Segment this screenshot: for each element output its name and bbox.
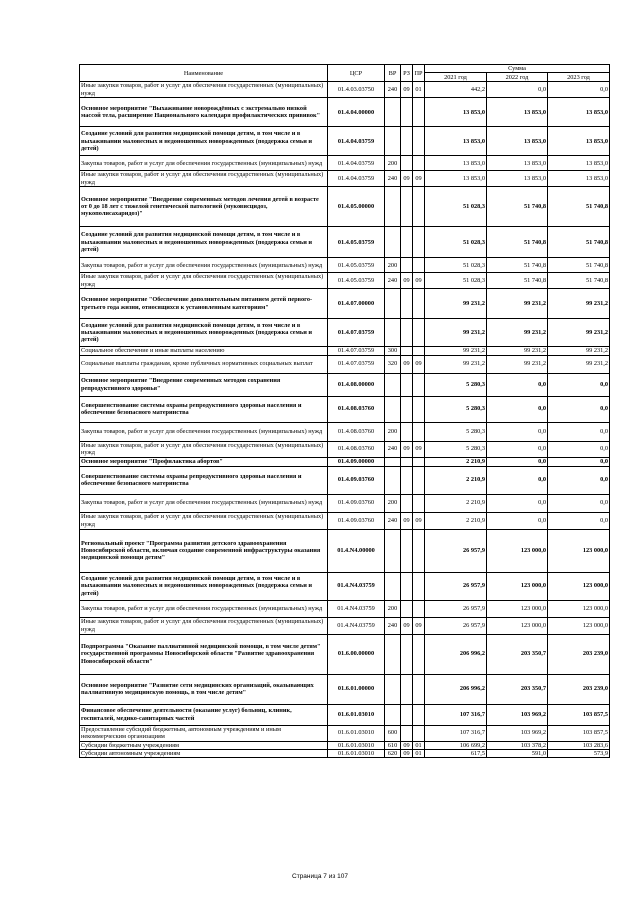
row-pr bbox=[413, 704, 425, 725]
row-amount-2023: 13 853,0 bbox=[548, 127, 610, 156]
row-amount-2023: 51 740,8 bbox=[548, 187, 610, 227]
row-rz bbox=[401, 319, 413, 347]
row-amount-2022: 123 000,0 bbox=[487, 529, 548, 572]
row-amount-2023: 0,0 bbox=[548, 457, 610, 466]
row-amount-2023: 0,0 bbox=[548, 512, 610, 529]
row-name: Региональный проект "Программа развития детского здравоохранения Новосибирской области, включая создание современной инфраструктуры оказания медицинской помощи детям" bbox=[80, 529, 328, 572]
table-row bbox=[80, 457, 610, 466]
row-vr: 240 bbox=[385, 82, 401, 98]
row-pr bbox=[413, 466, 425, 494]
row-amount-2021: 99 231,2 bbox=[425, 319, 487, 347]
row-amount-2022: 51 740,8 bbox=[487, 258, 548, 273]
row-amount-2022: 123 000,0 bbox=[487, 617, 548, 634]
row-pr bbox=[413, 572, 425, 600]
row-amount-2023: 51 740,8 bbox=[548, 227, 610, 258]
row-amount-2023: 51 740,8 bbox=[548, 273, 610, 289]
row-pr: 09 bbox=[413, 355, 425, 373]
row-amount-2022: 103 969,2 bbox=[487, 704, 548, 725]
row-rz: 09 bbox=[401, 617, 413, 634]
row-vr bbox=[385, 674, 401, 704]
row-amount-2023: 13 853,0 bbox=[548, 156, 610, 171]
row-amount-2021: 13 853,0 bbox=[425, 127, 487, 156]
row-name: Субсидии автономным учреждениям bbox=[80, 750, 328, 758]
row-csr: 01.4.05.03759 bbox=[328, 273, 385, 289]
table-row bbox=[80, 127, 610, 156]
header-year-2021: 2021 год bbox=[425, 73, 487, 82]
row-csr: 01.6.01.00000 bbox=[328, 674, 385, 704]
row-csr: 01.6.01.03010 bbox=[328, 741, 385, 749]
row-vr: 240 bbox=[385, 171, 401, 187]
row-amount-2022: 103 969,2 bbox=[487, 725, 548, 741]
row-amount-2023: 13 853,0 bbox=[548, 98, 610, 127]
row-csr: 01.4.N4.00000 bbox=[328, 529, 385, 572]
row-amount-2021: 2 210,9 bbox=[425, 457, 487, 466]
row-amount-2023: 103 857,5 bbox=[548, 725, 610, 741]
header-year-2023: 2023 год bbox=[548, 73, 610, 82]
row-csr: 01.4.08.03760 bbox=[328, 422, 385, 441]
row-rz: 09 bbox=[401, 750, 413, 758]
row-vr bbox=[385, 396, 401, 422]
table-row bbox=[80, 171, 610, 187]
row-pr bbox=[413, 289, 425, 319]
row-vr: 320 bbox=[385, 355, 401, 373]
row-rz bbox=[401, 396, 413, 422]
row-pr: 09 bbox=[413, 171, 425, 187]
table-row bbox=[80, 373, 610, 396]
row-vr: 240 bbox=[385, 441, 401, 457]
row-csr: 01.4.08.03760 bbox=[328, 441, 385, 457]
table-row bbox=[80, 750, 610, 758]
row-amount-2023: 103 283,6 bbox=[548, 741, 610, 749]
row-amount-2022: 13 853,0 bbox=[487, 98, 548, 127]
row-amount-2022: 0,0 bbox=[487, 466, 548, 494]
row-pr: 09 bbox=[413, 617, 425, 634]
row-rz: 09 bbox=[401, 741, 413, 749]
table-row bbox=[80, 725, 610, 741]
row-vr bbox=[385, 704, 401, 725]
table-row bbox=[80, 634, 610, 674]
row-name: Основное мероприятие "Выхаживание новорождённых с экстремально низкой массой тела, расширение Национального календаря профилактических прививок" bbox=[80, 98, 328, 127]
row-amount-2021: 5 280,3 bbox=[425, 373, 487, 396]
row-amount-2021: 51 028,3 bbox=[425, 227, 487, 258]
row-name: Иные закупки товаров, работ и услуг для обеспечения государственных (муниципальных) нужд bbox=[80, 82, 328, 98]
row-name: Создание условий для развития медицинской помощи детям, в том числе и в выхаживании маловесных и недоношенных новорожденных (поддержка семьи и детей) bbox=[80, 572, 328, 600]
row-amount-2023: 0,0 bbox=[548, 441, 610, 457]
row-amount-2023: 13 853,0 bbox=[548, 171, 610, 187]
row-amount-2021: 206 996,2 bbox=[425, 674, 487, 704]
header-rz: РЗ bbox=[401, 65, 413, 82]
row-amount-2021: 26 957,9 bbox=[425, 617, 487, 634]
row-rz bbox=[401, 466, 413, 494]
row-pr bbox=[413, 494, 425, 512]
row-amount-2022: 99 231,2 bbox=[487, 289, 548, 319]
row-amount-2021: 617,5 bbox=[425, 750, 487, 758]
table-row bbox=[80, 529, 610, 572]
row-rz: 09 bbox=[401, 441, 413, 457]
row-amount-2022: 203 350,7 bbox=[487, 634, 548, 674]
page-number: Страница 7 из 107 bbox=[292, 873, 348, 880]
row-amount-2023: 0,0 bbox=[548, 494, 610, 512]
row-rz bbox=[401, 674, 413, 704]
row-name: Закупка товаров, работ и услуг для обеспечения государственных (муниципальных) нужд bbox=[80, 494, 328, 512]
row-amount-2021: 2 210,9 bbox=[425, 512, 487, 529]
row-vr bbox=[385, 466, 401, 494]
row-csr: 01.4.05.00000 bbox=[328, 187, 385, 227]
row-amount-2022: 51 740,8 bbox=[487, 187, 548, 227]
row-csr: 01.4.04.03759 bbox=[328, 171, 385, 187]
row-amount-2022: 13 853,0 bbox=[487, 127, 548, 156]
row-amount-2022: 99 231,2 bbox=[487, 319, 548, 347]
row-name: Субсидии бюджетным учреждениям bbox=[80, 741, 328, 749]
table-row bbox=[80, 187, 610, 227]
row-amount-2023: 103 857,5 bbox=[548, 704, 610, 725]
row-name: Иные закупки товаров, работ и услуг для обеспечения государственных (муниципальных) нужд bbox=[80, 273, 328, 289]
row-pr bbox=[413, 396, 425, 422]
header-pr: ПР bbox=[413, 65, 425, 82]
row-rz bbox=[401, 98, 413, 127]
row-pr bbox=[413, 600, 425, 617]
row-rz bbox=[401, 347, 413, 355]
row-amount-2021: 2 210,9 bbox=[425, 494, 487, 512]
header-sum: Сумма bbox=[425, 65, 610, 73]
row-pr bbox=[413, 258, 425, 273]
row-vr: 200 bbox=[385, 422, 401, 441]
row-csr: 01.4.07.03759 bbox=[328, 355, 385, 373]
table-row bbox=[80, 98, 610, 127]
row-amount-2022: 0,0 bbox=[487, 512, 548, 529]
row-amount-2021: 206 996,2 bbox=[425, 634, 487, 674]
row-rz: 09 bbox=[401, 512, 413, 529]
row-vr: 300 bbox=[385, 347, 401, 355]
row-amount-2023: 123 000,0 bbox=[548, 572, 610, 600]
row-name: Иные закупки товаров, работ и услуг для обеспечения государственных (муниципальных) нужд bbox=[80, 171, 328, 187]
table-row bbox=[80, 422, 610, 441]
row-name: Основное мероприятие "Внедрение современных методов лечения детей в возрасте от 0 до 18 лет с тяжелой генетической патологией (муковисцидоз, мукополисахаридоз)" bbox=[80, 187, 328, 227]
row-name: Иные закупки товаров, работ и услуг для обеспечения государственных (муниципальных) нужд bbox=[80, 441, 328, 457]
row-rz bbox=[401, 457, 413, 466]
row-pr: 09 bbox=[413, 273, 425, 289]
row-name: Закупка товаров, работ и услуг для обеспечения государственных (муниципальных) нужд bbox=[80, 600, 328, 617]
row-csr: 01.6.01.03010 bbox=[328, 704, 385, 725]
table-row bbox=[80, 572, 610, 600]
row-name: Финансовое обеспечение деятельности (оказание услуг) больниц, клиник, госпиталей, медико-санитарных частей bbox=[80, 704, 328, 725]
row-name: Создание условий для развития медицинской помощи детям, в том числе и в выхаживании маловесных и недоношенных новорожденных (поддержка семьи и детей) bbox=[80, 127, 328, 156]
row-amount-2021: 13 853,0 bbox=[425, 156, 487, 171]
row-amount-2021: 5 280,3 bbox=[425, 441, 487, 457]
row-csr: 01.4.04.03759 bbox=[328, 156, 385, 171]
header-year-2022: 2022 год bbox=[487, 73, 548, 82]
table-row bbox=[80, 466, 610, 494]
row-csr: 01.4.07.03759 bbox=[328, 347, 385, 355]
table-row bbox=[80, 674, 610, 704]
row-amount-2022: 123 000,0 bbox=[487, 572, 548, 600]
row-csr: 01.4.08.00000 bbox=[328, 373, 385, 396]
row-amount-2021: 99 231,2 bbox=[425, 355, 487, 373]
row-amount-2022: 0,0 bbox=[487, 82, 548, 98]
row-amount-2023: 123 000,0 bbox=[548, 617, 610, 634]
row-rz: 09 bbox=[401, 355, 413, 373]
row-name: Создание условий для развития медицинской помощи детям, в том числе и в выхаживании маловесных и недоношенных новорожденных (поддержка семьи и детей) bbox=[80, 227, 328, 258]
row-vr bbox=[385, 187, 401, 227]
row-amount-2021: 26 957,9 bbox=[425, 572, 487, 600]
row-vr bbox=[385, 634, 401, 674]
row-name: Подпрограмма "Оказание паллиативной медицинской помощи, в том числе детям" государственной программы Новосибирской области "Развитие здравоохранения Новосибирской области" bbox=[80, 634, 328, 674]
row-amount-2023: 0,0 bbox=[548, 422, 610, 441]
row-csr: 01.4.N4.03759 bbox=[328, 617, 385, 634]
row-name: Закупка товаров, работ и услуг для обеспечения государственных (муниципальных) нужд bbox=[80, 258, 328, 273]
table-row bbox=[80, 494, 610, 512]
row-csr: 01.4.09.03760 bbox=[328, 494, 385, 512]
table-row bbox=[80, 741, 610, 749]
row-amount-2023: 99 231,2 bbox=[548, 355, 610, 373]
row-pr: 01 bbox=[413, 82, 425, 98]
budget-table bbox=[79, 64, 610, 758]
row-rz bbox=[401, 258, 413, 273]
row-rz bbox=[401, 600, 413, 617]
row-vr bbox=[385, 289, 401, 319]
row-amount-2023: 123 000,0 bbox=[548, 600, 610, 617]
table-row bbox=[80, 347, 610, 355]
row-amount-2021: 106 699,2 bbox=[425, 741, 487, 749]
row-amount-2023: 203 239,0 bbox=[548, 634, 610, 674]
row-rz bbox=[401, 187, 413, 227]
row-pr bbox=[413, 529, 425, 572]
row-vr: 240 bbox=[385, 617, 401, 634]
row-amount-2022: 13 853,0 bbox=[487, 171, 548, 187]
row-csr: 01.4.04.00000 bbox=[328, 98, 385, 127]
row-pr bbox=[413, 319, 425, 347]
row-amount-2021: 5 280,3 bbox=[425, 422, 487, 441]
row-vr bbox=[385, 529, 401, 572]
row-amount-2021: 13 853,0 bbox=[425, 171, 487, 187]
row-rz bbox=[401, 373, 413, 396]
row-amount-2022: 0,0 bbox=[487, 457, 548, 466]
row-vr bbox=[385, 457, 401, 466]
row-vr: 200 bbox=[385, 258, 401, 273]
row-name: Основное мероприятие "Развитие сети медицинских организаций, оказывающих паллиативную медицинскую помощь, в том числе детям" bbox=[80, 674, 328, 704]
row-name: Совершенствование системы охраны репродуктивного здоровья населения и обеспечение безопасного материнства bbox=[80, 396, 328, 422]
row-csr: 01.4.09.03760 bbox=[328, 512, 385, 529]
row-vr: 610 bbox=[385, 741, 401, 749]
row-csr: 01.4.03.03750 bbox=[328, 82, 385, 98]
row-pr: 09 bbox=[413, 441, 425, 457]
row-vr: 200 bbox=[385, 156, 401, 171]
row-csr: 01.4.09.03760 bbox=[328, 466, 385, 494]
table-row bbox=[80, 156, 610, 171]
row-amount-2022: 51 740,8 bbox=[487, 227, 548, 258]
header-csr: ЦСР bbox=[328, 65, 385, 82]
table-row bbox=[80, 319, 610, 347]
row-amount-2023: 0,0 bbox=[548, 466, 610, 494]
row-pr bbox=[413, 457, 425, 466]
row-name: Иные закупки товаров, работ и услуг для обеспечения государственных (муниципальных) нужд bbox=[80, 512, 328, 529]
row-amount-2022: 0,0 bbox=[487, 441, 548, 457]
row-amount-2021: 107 316,7 bbox=[425, 725, 487, 741]
row-vr bbox=[385, 319, 401, 347]
table-row bbox=[80, 617, 610, 634]
row-vr bbox=[385, 373, 401, 396]
row-amount-2023: 0,0 bbox=[548, 82, 610, 98]
row-amount-2023: 99 231,2 bbox=[548, 289, 610, 319]
row-amount-2022: 99 231,2 bbox=[487, 347, 548, 355]
row-amount-2023: 203 239,0 bbox=[548, 674, 610, 704]
row-rz bbox=[401, 572, 413, 600]
row-pr bbox=[413, 227, 425, 258]
row-name: Закупка товаров, работ и услуг для обеспечения государственных (муниципальных) нужд bbox=[80, 422, 328, 441]
table-row bbox=[80, 289, 610, 319]
row-amount-2023: 99 231,2 bbox=[548, 319, 610, 347]
row-pr bbox=[413, 422, 425, 441]
row-rz bbox=[401, 156, 413, 171]
table-row bbox=[80, 355, 610, 373]
row-amount-2021: 13 853,0 bbox=[425, 98, 487, 127]
table-row bbox=[80, 396, 610, 422]
row-amount-2021: 51 028,3 bbox=[425, 258, 487, 273]
row-csr: 01.4.N4.03759 bbox=[328, 572, 385, 600]
row-pr bbox=[413, 347, 425, 355]
row-vr bbox=[385, 227, 401, 258]
row-amount-2023: 51 740,8 bbox=[548, 258, 610, 273]
row-amount-2021: 26 957,9 bbox=[425, 529, 487, 572]
row-rz bbox=[401, 422, 413, 441]
row-amount-2022: 591,0 bbox=[487, 750, 548, 758]
row-amount-2021: 51 028,3 bbox=[425, 187, 487, 227]
row-rz bbox=[401, 529, 413, 572]
row-amount-2021: 442,2 bbox=[425, 82, 487, 98]
row-rz bbox=[401, 725, 413, 741]
table-body bbox=[80, 82, 610, 758]
row-amount-2022: 103 378,2 bbox=[487, 741, 548, 749]
row-csr: 01.4.04.03759 bbox=[328, 127, 385, 156]
row-amount-2022: 203 350,7 bbox=[487, 674, 548, 704]
row-csr: 01.4.07.03759 bbox=[328, 319, 385, 347]
header-vr: ВР bbox=[385, 65, 401, 82]
row-vr: 200 bbox=[385, 600, 401, 617]
row-csr: 01.4.N4.03759 bbox=[328, 600, 385, 617]
row-csr: 01.6.00.00000 bbox=[328, 634, 385, 674]
row-pr bbox=[413, 127, 425, 156]
row-pr: 01 bbox=[413, 750, 425, 758]
row-name: Социальное обеспечение и иные выплаты населению bbox=[80, 347, 328, 355]
row-name: Основное мероприятие "Внедрение современных методов сохранения репродуктивного здоровья" bbox=[80, 373, 328, 396]
row-amount-2022: 51 740,8 bbox=[487, 273, 548, 289]
row-amount-2022: 123 000,0 bbox=[487, 600, 548, 617]
row-pr bbox=[413, 98, 425, 127]
row-amount-2023: 0,0 bbox=[548, 396, 610, 422]
table-row bbox=[80, 82, 610, 98]
row-pr bbox=[413, 373, 425, 396]
row-pr bbox=[413, 674, 425, 704]
row-name: Иные закупки товаров, работ и услуг для обеспечения государственных (муниципальных) нужд bbox=[80, 617, 328, 634]
row-amount-2022: 0,0 bbox=[487, 494, 548, 512]
row-vr bbox=[385, 98, 401, 127]
row-csr: 01.4.07.00000 bbox=[328, 289, 385, 319]
row-pr bbox=[413, 634, 425, 674]
table-row bbox=[80, 227, 610, 258]
row-rz bbox=[401, 127, 413, 156]
row-csr: 01.6.01.03010 bbox=[328, 750, 385, 758]
table-row bbox=[80, 600, 610, 617]
table-row bbox=[80, 273, 610, 289]
table-row bbox=[80, 258, 610, 273]
row-amount-2022: 0,0 bbox=[487, 373, 548, 396]
row-vr bbox=[385, 127, 401, 156]
row-rz: 09 bbox=[401, 273, 413, 289]
row-name: Основное мероприятие "Обеспечение дополнительным питанием детей первого-третьего года жизни, относящихся к установленным категориям" bbox=[80, 289, 328, 319]
row-csr: 01.4.05.03759 bbox=[328, 258, 385, 273]
row-name: Социальные выплаты гражданам, кроме публичных нормативных социальных выплат bbox=[80, 355, 328, 373]
row-amount-2023: 123 000,0 bbox=[548, 529, 610, 572]
row-rz: 09 bbox=[401, 82, 413, 98]
row-vr: 600 bbox=[385, 725, 401, 741]
row-rz: 09 bbox=[401, 171, 413, 187]
header-name: Наименование bbox=[80, 65, 328, 82]
row-amount-2021: 99 231,2 bbox=[425, 347, 487, 355]
row-amount-2022: 0,0 bbox=[487, 396, 548, 422]
row-amount-2022: 99 231,2 bbox=[487, 355, 548, 373]
row-name: Совершенствование системы охраны репродуктивного здоровья населения и обеспечение безопасного материнства bbox=[80, 466, 328, 494]
row-amount-2023: 99 231,2 bbox=[548, 347, 610, 355]
document-page bbox=[79, 64, 609, 758]
row-csr: 01.4.08.03760 bbox=[328, 396, 385, 422]
row-pr: 01 bbox=[413, 741, 425, 749]
row-rz bbox=[401, 494, 413, 512]
row-vr: 240 bbox=[385, 273, 401, 289]
row-amount-2023: 0,0 bbox=[548, 373, 610, 396]
row-pr bbox=[413, 187, 425, 227]
row-amount-2022: 13 853,0 bbox=[487, 156, 548, 171]
row-amount-2021: 107 316,7 bbox=[425, 704, 487, 725]
row-vr: 240 bbox=[385, 512, 401, 529]
row-vr: 200 bbox=[385, 494, 401, 512]
row-name: Создание условий для развития медицинской помощи детям, в том числе и в выхаживании маловесных и недоношенных новорожденных (поддержка семьи и детей) bbox=[80, 319, 328, 347]
row-pr bbox=[413, 725, 425, 741]
table-row bbox=[80, 512, 610, 529]
row-amount-2021: 51 028,3 bbox=[425, 273, 487, 289]
table-row bbox=[80, 441, 610, 457]
row-vr: 620 bbox=[385, 750, 401, 758]
row-vr bbox=[385, 572, 401, 600]
row-amount-2021: 5 280,3 bbox=[425, 396, 487, 422]
row-rz bbox=[401, 227, 413, 258]
row-name: Предоставление субсидий бюджетным, автономным учреждениям и иным некоммерческим организациям bbox=[80, 725, 328, 741]
row-name: Закупка товаров, работ и услуг для обеспечения государственных (муниципальных) нужд bbox=[80, 156, 328, 171]
row-amount-2021: 26 957,9 bbox=[425, 600, 487, 617]
row-csr: 01.4.05.03759 bbox=[328, 227, 385, 258]
row-pr: 09 bbox=[413, 512, 425, 529]
row-amount-2023: 573,9 bbox=[548, 750, 610, 758]
row-amount-2021: 2 210,9 bbox=[425, 466, 487, 494]
row-name: Основное мероприятие "Профилактика абортов" bbox=[80, 457, 328, 466]
row-pr bbox=[413, 156, 425, 171]
row-rz bbox=[401, 289, 413, 319]
row-csr: 01.6.01.03010 bbox=[328, 725, 385, 741]
row-amount-2021: 99 231,2 bbox=[425, 289, 487, 319]
row-rz bbox=[401, 634, 413, 674]
row-csr: 01.4.09.00000 bbox=[328, 457, 385, 466]
table-row bbox=[80, 704, 610, 725]
row-amount-2022: 0,0 bbox=[487, 422, 548, 441]
row-rz bbox=[401, 704, 413, 725]
